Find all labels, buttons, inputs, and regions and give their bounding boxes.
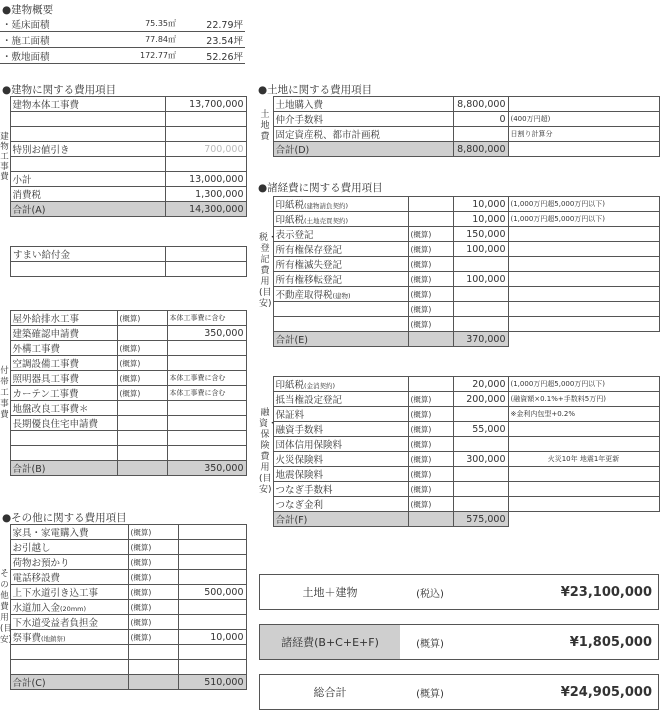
other-total-value: 510,000: [178, 675, 246, 690]
summary-grand-total: 総合計 (概算) ¥24,905,000: [259, 674, 659, 710]
misc-total-value: 370,000: [453, 332, 508, 347]
finance-total-label: 合計(F): [273, 512, 408, 527]
building-total-value: 14,300,000: [165, 202, 246, 217]
finance-total-value: 575,000: [453, 512, 508, 527]
subsidy-table: [10, 246, 247, 277]
misc-table: 税・登記費用(目安) 印紙税(建物請負契約) 10,000 (1,000万円超5,000万円以下) 印紙税(土地売買契約) 10,000 (1,000万円超5,000万円以下) 表示登記 (概算) 150,000 所有権保存登記 (概算) 100,000 所有権滅失登記 (概算) 所有権移転登記 (概算) 100,000 不動産取得税(建物) (概算) (概算) (概算) 合計(E) 370,000: [259, 196, 660, 347]
summary-land-building-value: ¥23,100,000: [560, 584, 652, 600]
land-table: 土地費 土地購入費 8,800,000 仲介手数料 0 (400万円超) 固定資産税、都市計画税 日割り計算分 合計(D) 8,800,000: [259, 96, 660, 157]
misc-side-label: 税・登記費用(目安): [259, 233, 278, 309]
overview-row: ・施工面積 77.84㎡ 23.54坪: [0, 32, 245, 48]
building-total-label: 合計(A): [10, 202, 165, 217]
summary-grand-total-value: ¥24,905,000: [560, 684, 652, 700]
overview-heading: ●建物概要: [2, 4, 54, 16]
other-heading: ●その他に関する費用項目: [2, 512, 127, 524]
land-heading: ●土地に関する費用項目: [258, 84, 373, 96]
overview-table: [0, 16, 245, 64]
finance-side-label: 融資・保険費用(目安): [259, 407, 278, 495]
land-total-label: 合計(D): [273, 142, 453, 157]
attached-side-label: 付帯工事費: [0, 365, 9, 420]
other-total-label: 合計(C): [10, 675, 128, 690]
attached-table: 付帯工事費 屋外給排水工事 (概算) 本体工事費に含む 建築確認申請費 350,000 外構工事費 (概算) 空調設備工事費 (概算) 照明器具工事費 (概算) 本体工事費に含む カーテン工事費 (概算) 本体工事費に含む 地盤改良工事費＊ 長期優良住宅申請費 合計(B) 350,000: [0, 310, 247, 476]
finance-table: 融資・保険費用(目安) 印紙税(金消契約) 20,000 (1,000万円超5,000万円以下) 抵当権設定登記 (概算) 200,000 (融資額×0.1%+手数料5万円) 保証料 (概算) ※金利内包型+0.2% 融資手数料 (概算) 55,000 団体信用保険料 (概算) 火災保険料 (概算) 300,000 火災10年 地震1年更新 地震保険料 (概算) つなぎ手数料 (概算) つなぎ金利 (概算) 合計(F) 575,000: [259, 376, 660, 527]
land-side-label: 土地費: [260, 110, 270, 142]
summary-misc-costs: 諸経費(B+C+E+F) (概算) ¥1,805,000: [259, 624, 659, 660]
attached-total-label: 合計(B): [10, 461, 117, 476]
other-table: その他費用(目安) 家具・家電購入費 (概算) お引越し (概算) 荷物お預かり (概算) 電話移設費 (概算) 上下水道引き込工事 (概算) 500,000 水道加入金(20mm) (概算) 下水道受益者負担金 (概算) 祭事費(地鎮祭) (概算) 10,000 合計(C) 510,000: [0, 524, 247, 690]
misc-total-label: 合計(E): [273, 332, 408, 347]
attached-total-value: 350,000: [167, 461, 246, 476]
building-table: 建物工事費 建物本体工事費 13,700,000 特別お値引き 700,000 小計 13,000,000 消費税 1,300,000 合計(A) 14,300,000: [0, 96, 247, 217]
overview-row: ・敷地面積 172.77㎡ 52.26坪: [0, 48, 245, 64]
building-side-label: 建物工事費: [0, 131, 9, 182]
summary-misc-costs-value: ¥1,805,000: [569, 634, 652, 650]
land-total-value: 8,800,000: [453, 142, 508, 157]
summary-land-building: 土地＋建物 (税込) ¥23,100,000: [259, 574, 659, 610]
other-side-label: その他費用(目安): [0, 568, 12, 645]
misc-heading: ●諸経費に関する費用項目: [258, 182, 383, 194]
building-heading: ●建物に関する費用項目: [2, 84, 117, 96]
subsidy-label: すまい給付金: [11, 247, 166, 262]
overview-row: ・延床面積 75.35㎡ 22.79坪: [0, 16, 245, 32]
